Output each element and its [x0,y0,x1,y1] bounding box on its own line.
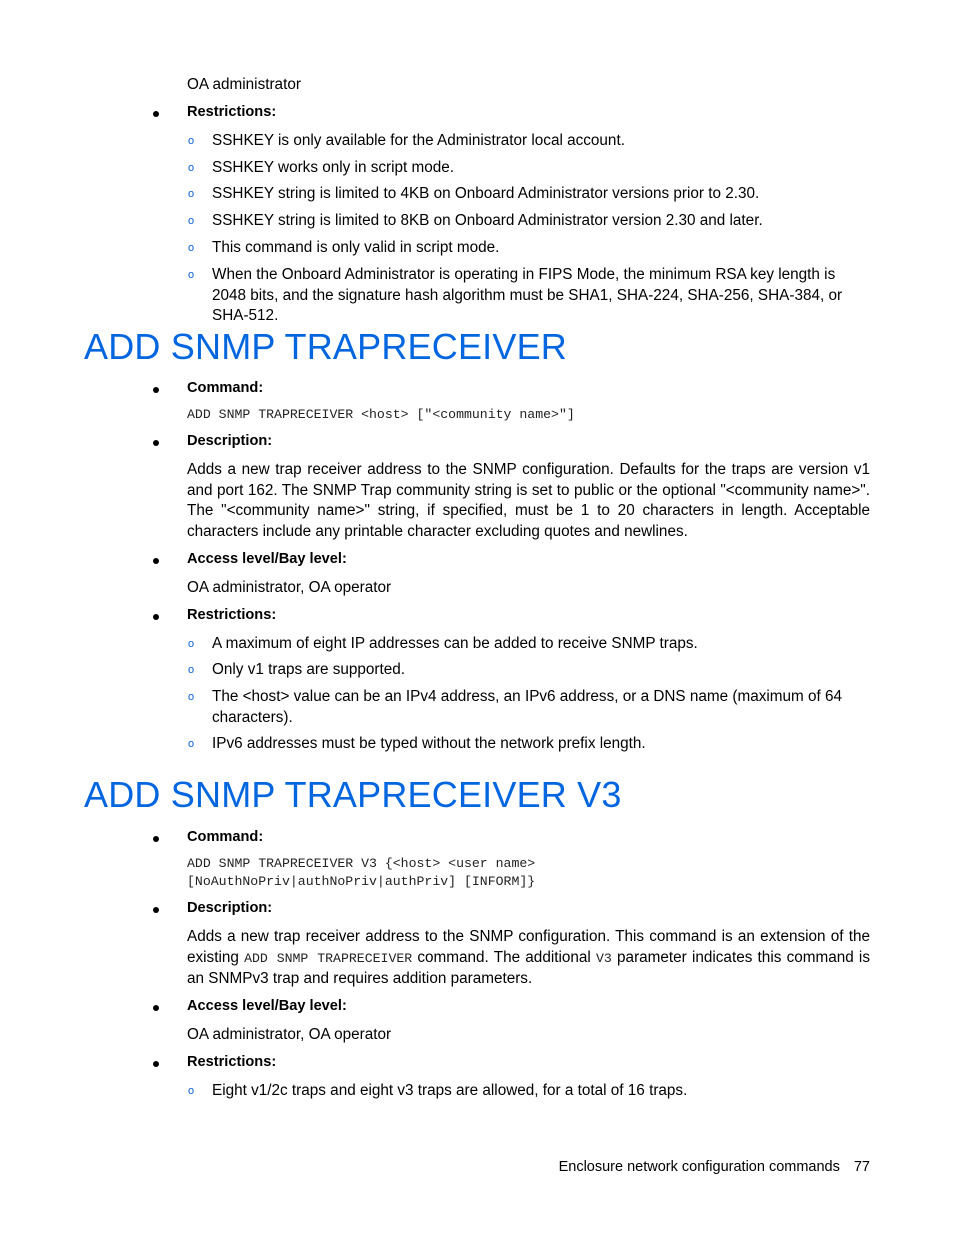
description-fragment: command. The additional [412,948,597,966]
bullet-label: Description: [187,433,273,449]
bullet-icon [153,111,159,117]
list-item-text: SSHKEY string is limited to 8KB on Onboard Administrator version 2.30 and later. [212,212,763,229]
bullet-label: Access level/Bay level: [187,551,347,567]
circle-bullet-icon: o [188,135,195,147]
access-bullet [0,551,954,573]
description-fragment: Adds a new trap receiver address to the SNMP configuration. This command is an extension of the existing [187,928,870,966]
list-item-text: SSHKEY string is limited to 4KB on Onboard Administrator versions prior to 2.30. [212,185,760,202]
list-item-text: A maximum of eight IP addresses can be added to receive SNMP traps. [212,635,698,652]
bullet-label: Restrictions: [187,104,277,120]
circle-bullet-icon: o [188,691,195,703]
description-bullet [0,433,954,455]
page-footer [559,1159,870,1175]
bullet-label: Command: [187,380,264,396]
bullet-icon [153,1005,159,1011]
restrictions-bullet [0,607,954,629]
list-item-text: When the Onboard Administrator is operating in FIPS Mode, the minimum RSA key length is 2048 bits, and the signature hash algorithm must be SHA1, SHA-224, SHA-256, SHA-384, or SHA-512. [212,266,843,324]
list-item-text: SSHKEY works only in script mode. [212,159,455,176]
circle-bullet-icon: o [188,242,195,254]
description-bullet [0,900,954,922]
list-item-text: Only v1 traps are supported. [212,661,406,678]
access-level-text: OA administrator [187,76,301,93]
page-number: 77 [853,1159,870,1175]
access-level-text: OA administrator, OA operator [187,1026,392,1043]
description-text: Adds a new trap receiver address to the SNMP configuration. Defaults for the traps are version v1 and port 162. The SNMP Trap community string is set to public or the optional "<community name>". The "<community name>" string, if specified, must be 1 to 20 characters in length. Acceptable characters include any printable character excluding quotes and newlines. [187,461,870,540]
bullet-icon [153,614,159,620]
circle-bullet-icon: o [188,1085,195,1097]
restrictions-bullet [0,104,954,126]
command-bullet [0,829,954,851]
bullet-label: Restrictions: [187,1054,277,1070]
command-bullet [0,380,954,402]
description-fragment: parameter indicates this command is an SNMPv3 trap and requires addition parameters. [187,948,870,987]
circle-bullet-icon: o [188,638,195,650]
list-item-text: This command is only valid in script mode. [212,239,500,256]
list-item-text: Eight v1/2c traps and eight v3 traps are allowed, for a total of 16 traps. [212,1082,688,1099]
access-level-text: OA administrator, OA operator [187,579,392,596]
bullet-icon [153,387,159,393]
command-syntax: ADD SNMP TRAPRECEIVER <host> ["<community name>"] [187,407,575,422]
list-item-text: The <host> value can be an IPv4 address, an IPv6 address, or a DNS name (maximum of 64 characters). [212,688,843,726]
command-syntax-line: [NoAuthNoPriv|authNoPriv|authPriv] [INFORM]} [187,874,536,889]
inline-code: V3 [596,950,612,966]
inline-code: ADD SNMP TRAPRECEIVER [244,950,413,966]
bullet-label: Access level/Bay level: [187,998,347,1014]
access-bullet [0,998,954,1020]
footer-section-title: Enclosure network configuration commands [558,1159,840,1175]
command-syntax-line: ADD SNMP TRAPRECEIVER V3 {<host> <user name> [187,856,536,871]
bullet-label: Description: [187,900,273,916]
section-heading: ADD SNMP TRAPRECEIVER [84,326,567,367]
bullet-label: Restrictions: [187,607,277,623]
circle-bullet-icon: o [188,188,195,200]
circle-bullet-icon: o [188,215,195,227]
list-item-text: SSHKEY is only available for the Administrator local account. [212,132,625,149]
bullet-icon [153,1061,159,1067]
circle-bullet-icon: o [188,162,195,174]
bullet-icon [153,440,159,446]
list-item-text: IPv6 addresses must be typed without the network prefix length. [212,735,646,752]
circle-bullet-icon: o [188,738,195,750]
section-heading: ADD SNMP TRAPRECEIVER V3 [84,774,622,815]
bullet-label: Command: [187,829,264,845]
restrictions-bullet [0,1054,954,1076]
circle-bullet-icon: o [188,664,195,676]
bullet-icon [153,558,159,564]
bullet-icon [153,907,159,913]
description-text [187,927,870,990]
circle-bullet-icon: o [188,269,195,281]
bullet-icon [153,836,159,842]
